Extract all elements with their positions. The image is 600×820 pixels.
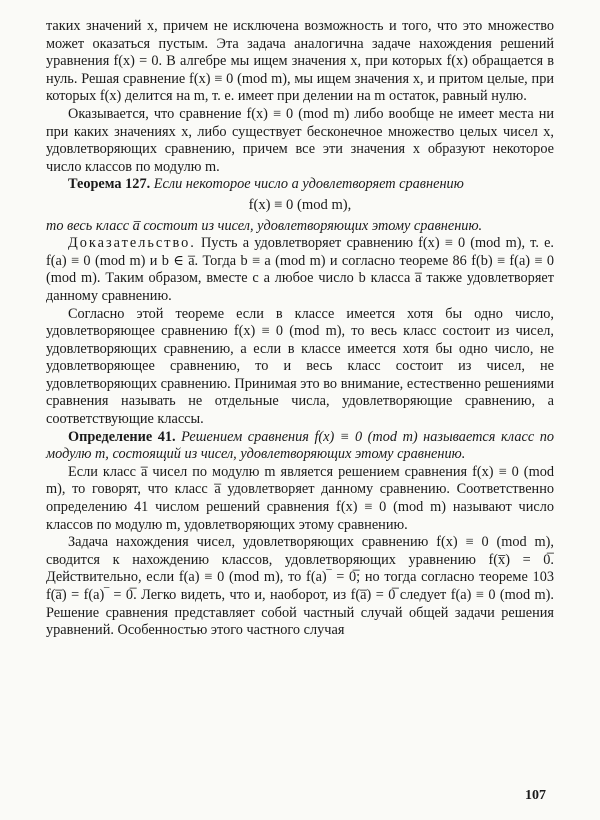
proof-body: Пусть a удовлетворяет сравнению f(x) ≡ 0 (mod m), т. е. f(a) ≡ 0 (mod m) и b ∈ a̅. Тогда b ≡ a (mod m) и согласно теореме 86 f(b) ≡ f(a) ≡ 0 (mod m). Таким образом, вместе с a любое число b класса a̅ также удовлетворяет данному сравнению.	[46, 235, 554, 304]
paragraph-number-of-solutions: Если класс a̅ чисел по модулю m является решением сравнения f(x) ≡ 0 (mod m), то говорят, что класс a̅ удовлетворяет данному сравнению. Соответственно определению 41 числом решений сравнения f(x) ≡ 0 (mod m) называют число классов по модулю m, удовлетворяющих этому сравнению.	[46, 463, 554, 533]
theorem-conclusion: то весь класс a̅ состоит из чисел, удовлетворяющих этому сравнению.	[46, 217, 483, 234]
definition-heading: Определение 41.	[68, 428, 176, 445]
page-text	[46, 18, 554, 640]
paragraph-consequence: Согласно этой теореме если в классе имеется хотя бы одно число, удовлетворяющее сравнению f(x) ≡ 0 (mod m), то весь класс состоит из чисел, удовлетворяющих сравнению, а если в классе имеется хотя бы одно число, не удовлетворяющее сравнению, то и весь класс состоит из чисел, не удовлетворяющих сравнению. Принимая это во внимание, естественно решениями сравнения называть не отдельные числа, удовлетворяющие сравнению, а соответствующие классы.	[46, 305, 554, 428]
theorem-127	[46, 176, 554, 194]
proof-heading: Доказательство.	[68, 235, 196, 252]
paragraph-intro: таких значений x, причем не исключена возможность и того, что это множество может оказаться пустым. Эта задача аналогична задаче нахождения решений уравнения f(x) = 0. В алгебре мы ищем значения x, при которых f(x) обращается в нуль. Решая сравнение f(x) ≡ 0 (mod m), мы ищем значения x, и притом целые, при которых f(x) делится на m, т. е. имеет при делении на m остаток, равный нулю.	[46, 18, 554, 105]
definition-41	[46, 429, 554, 464]
theorem-heading: Теорема 127.	[68, 176, 151, 193]
theorem-statement: Если некоторое число a удовлетворяет сравнению	[153, 176, 464, 193]
paragraph-classes: Оказывается, что сравнение f(x) ≡ 0 (mod m) либо вообще не имеет места ни при каких значениях x, либо существует бесконечное множество целых чисел x, удовлетворяющих сравнению, причем все эти значения x образуют некоторое число классов по модулю m.	[46, 105, 554, 175]
definition-body: Решением сравнения f(x) ≡ 0 (mod m) называется класс по модулю m, состоящий из чисел, удовлетворяющих этому сравнению.	[46, 428, 554, 463]
theorem-formula: f(x) ≡ 0 (mod m),	[248, 196, 352, 213]
proof	[46, 235, 554, 305]
paragraph-equation-reduction: Задача нахождения чисел, удовлетворяющих сравнению f(x) ≡ 0 (mod m), сводится к нахождению классов, удовлетворяющих уравнению f(x̅) = 0̅. Действительно, если f(a) ≡ 0 (mod m), то f(a)‾ = 0̅; но тогда согласно теореме 103 f(a̅) = f(a)‾ = 0̅. Легко видеть, что и, наоборот, из f(a̅) = 0̅ следует f(a) ≡ 0 (mod m). Решение сравнения представляет собой частный случай общей задачи решения уравнений. Особенностью этого частного случая	[46, 534, 554, 639]
page-number: 107	[525, 788, 546, 803]
